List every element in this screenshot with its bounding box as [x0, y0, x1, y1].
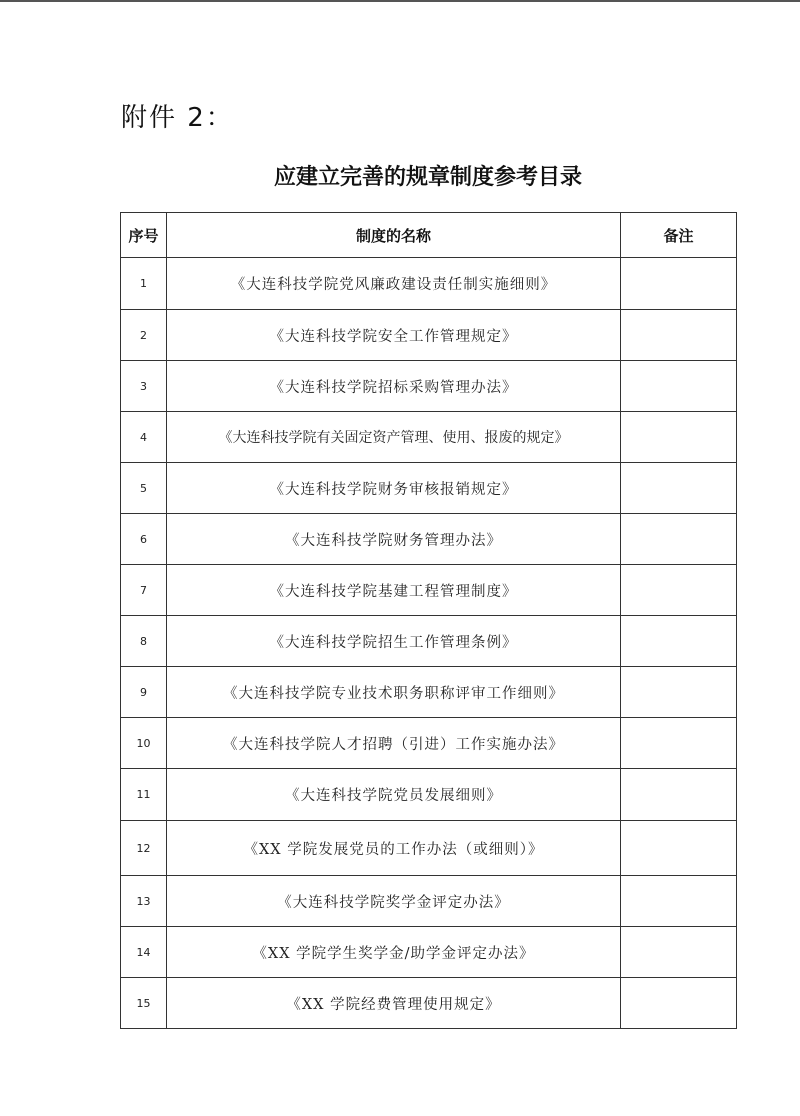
row-name: 《大连科技学院奖学金评定办法》	[167, 876, 621, 927]
row-no: 13	[121, 876, 167, 927]
header-note: 备注	[621, 213, 737, 258]
row-note	[621, 718, 737, 769]
row-no: 14	[121, 927, 167, 978]
table-row	[121, 821, 737, 876]
row-name: 《大连科技学院财务审核报销规定》	[167, 463, 621, 514]
row-no: 4	[121, 412, 167, 463]
row-name: 《大连科技学院党风廉政建设责任制实施细则》	[167, 258, 621, 310]
table-row	[121, 310, 737, 361]
row-name: 《XX 学院经费管理使用规定》	[167, 978, 621, 1029]
row-name: 《大连科技学院安全工作管理规定》	[167, 310, 621, 361]
row-note	[621, 927, 737, 978]
row-no: 1	[121, 258, 167, 310]
table-header-row	[121, 213, 737, 258]
row-no: 8	[121, 616, 167, 667]
row-note	[621, 876, 737, 927]
table-row	[121, 978, 737, 1029]
row-no: 2	[121, 310, 167, 361]
row-note	[621, 821, 737, 876]
row-note	[621, 310, 737, 361]
row-note	[621, 361, 737, 412]
regulations-table	[120, 212, 737, 1029]
row-name: 《大连科技学院招标采购管理办法》	[167, 361, 621, 412]
row-no: 5	[121, 463, 167, 514]
row-name: 《XX 学院学生奖学金/助学金评定办法》	[167, 927, 621, 978]
table-row	[121, 667, 737, 718]
row-note	[621, 565, 737, 616]
row-name: 《大连科技学院专业技术职务职称评审工作细则》	[167, 667, 621, 718]
row-name: 《大连科技学院基建工程管理制度》	[167, 565, 621, 616]
row-name: 《大连科技学院财务管理办法》	[167, 514, 621, 565]
row-no: 12	[121, 821, 167, 876]
row-name: 《大连科技学院招生工作管理条例》	[167, 616, 621, 667]
table-row	[121, 565, 737, 616]
row-no: 9	[121, 667, 167, 718]
attachment-label: 附件 2：	[121, 103, 234, 133]
row-name: 《大连科技学院有关固定资产管理、使用、报废的规定》	[167, 412, 621, 463]
table-row	[121, 616, 737, 667]
row-no: 11	[121, 769, 167, 821]
header-no: 序号	[121, 213, 167, 258]
row-note	[621, 667, 737, 718]
row-note	[621, 616, 737, 667]
row-note	[621, 769, 737, 821]
table-row	[121, 718, 737, 769]
document-title: 应建立完善的规章制度参考目录	[273, 165, 582, 190]
table-row	[121, 769, 737, 821]
page-top-border	[0, 0, 800, 2]
table-row	[121, 361, 737, 412]
row-no: 6	[121, 514, 167, 565]
row-no: 15	[121, 978, 167, 1029]
row-note	[621, 463, 737, 514]
table-row	[121, 258, 737, 310]
row-note	[621, 412, 737, 463]
row-no: 10	[121, 718, 167, 769]
row-no: 7	[121, 565, 167, 616]
row-no: 3	[121, 361, 167, 412]
row-name: 《XX 学院发展党员的工作办法（或细则）》	[167, 821, 621, 876]
table-row	[121, 876, 737, 927]
row-name: 《大连科技学院人才招聘（引进）工作实施办法》	[167, 718, 621, 769]
table-row	[121, 463, 737, 514]
row-note	[621, 258, 737, 310]
row-name: 《大连科技学院党员发展细则》	[167, 769, 621, 821]
table-row	[121, 514, 737, 565]
table-row	[121, 412, 737, 463]
table-row	[121, 927, 737, 978]
header-name: 制度的名称	[167, 213, 621, 258]
row-note	[621, 514, 737, 565]
row-note	[621, 978, 737, 1029]
